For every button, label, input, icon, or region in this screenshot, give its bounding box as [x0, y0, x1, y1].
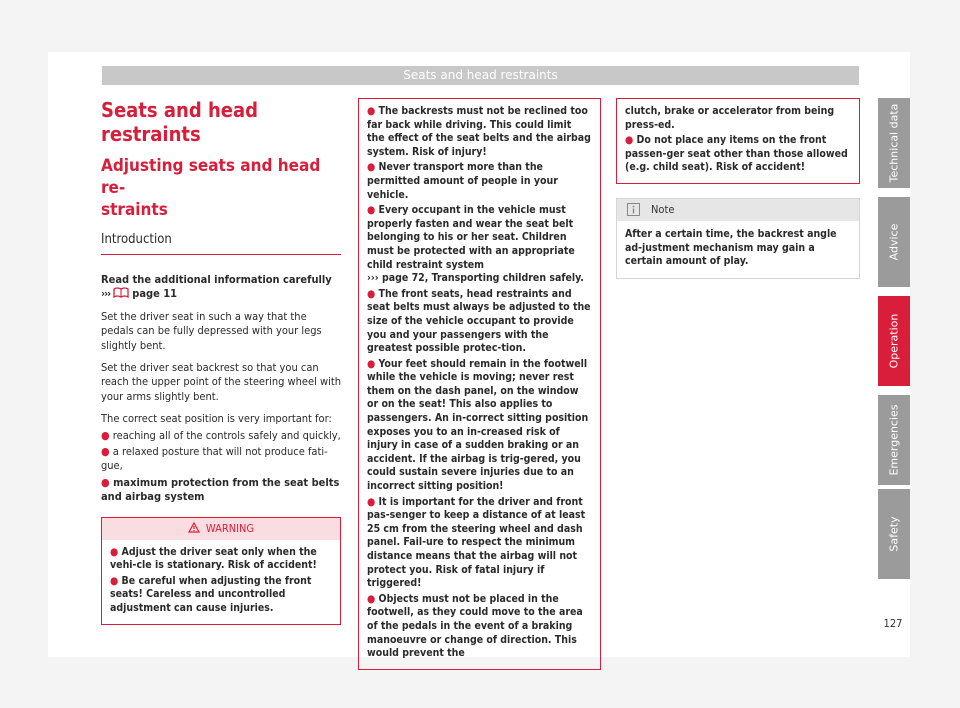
page-reference[interactable] — [367, 272, 580, 284]
warning-item — [367, 593, 592, 661]
warning-item-text: Objects must not be placed in the footwell, as they could move to the area of the pedals in the event of a braking manoeuvre or change of direction. This would prevent the — [367, 592, 583, 660]
warning-body — [359, 99, 600, 669]
column-middle — [358, 98, 601, 670]
list-item — [101, 476, 341, 505]
tab-emergencies[interactable] — [878, 395, 910, 485]
bullet-icon: ● — [101, 475, 110, 489]
warning-item-text: Never transport more than the permitted amount of people in your vehicle. — [367, 161, 558, 201]
bullet-icon: ● — [110, 545, 119, 558]
note-body — [617, 221, 859, 278]
warning-item — [110, 575, 332, 616]
warning-box-continued — [358, 98, 601, 670]
bullet-icon: ● — [101, 428, 110, 442]
bullet-icon: ● — [101, 445, 110, 459]
ref-page: page 11 — [132, 287, 178, 301]
bullet-icon: ● — [367, 287, 376, 300]
page-reference[interactable] — [101, 287, 177, 300]
warning-item — [367, 105, 592, 159]
tab-advice[interactable] — [878, 197, 910, 287]
warning-item-text: Your feet should remain in the footwell while the vehicle is moving; never rest them on the dash panel, on the window or on the seat! This also applies to passengers. An in-correct sitting position exposes you to an in-creased risk of injury in case of a sudden braking or an accident. If the airbag is trig-gered, you could sustain severe injuries due to an incorrect sitting position! — [367, 357, 589, 493]
bullet-icon: ● — [367, 592, 376, 605]
ref-text: page 72, Transporting children safely — [381, 272, 581, 285]
subsection-title-line1: Adjusting seats and head re- — [101, 156, 321, 198]
bullet-icon: ● — [110, 574, 119, 587]
warning-item — [367, 161, 592, 202]
page-number: 127 — [883, 617, 903, 630]
warning-item-text: The backrests must not be reclined too far back while driving. This could limit the effect of the seat belts and the airbag system. Risk of injury! — [367, 105, 591, 158]
warning-box-continued — [616, 98, 860, 184]
ref-end: . — [580, 272, 584, 285]
warning-title: WARNING — [205, 521, 255, 535]
warning-item-text: Be careful when adjusting the front seats! Careless and uncontrolled adjustment can cause injuries. — [110, 574, 312, 615]
info-icon — [627, 203, 640, 216]
subsection-title-line2: straints — [101, 200, 168, 220]
warning-item-text: The front seats, head restraints and seat belts must always be adjusted to the size of the vehicle occupant to provide you and your passengers with the greatest possible protec-tion. — [367, 287, 591, 355]
warning-body — [102, 540, 340, 624]
bullet-icon: ● — [367, 357, 376, 370]
warning-item-text: It is important for the driver and front pas-senger to keep a distance of at least 25 cm from the steering wheel and dash panel. Fail-ure to respect the minimum distance means that the airbag will not protect you. Risk of fatal injury if triggered! — [367, 495, 586, 590]
warning-item-text: Do not place any items on the front passen-ger seat other than those allowed (e.g. child seat). Risk of accident! — [625, 134, 848, 174]
column-right — [616, 98, 860, 279]
list-item-text: maximum protection from the seat belts and airbag system — [101, 475, 340, 504]
bullet-icon: ● — [625, 134, 634, 147]
tab-label: Operation — [887, 313, 901, 369]
bullet-icon: ● — [367, 161, 376, 174]
bullet-icon: ● — [367, 495, 376, 508]
warning-item-text: Adjust the driver seat only when the vehi-cle is stationary. Risk of accident! — [110, 545, 317, 572]
heading-rule — [101, 254, 341, 255]
list-item-text: a relaxed posture that will not produce fati-gue, — [101, 445, 328, 473]
book-icon — [113, 287, 129, 298]
note-header — [617, 199, 859, 221]
topic-heading: Introduction — [101, 232, 172, 247]
ref-arrows: ››› — [367, 272, 379, 285]
warning-item — [110, 546, 332, 573]
note-title: Note — [651, 202, 675, 216]
warning-box — [101, 517, 341, 625]
bullet-icon: ● — [367, 105, 376, 117]
warning-item-text: Every occupant in the vehicle must properly fasten and wear the seat belt belonging to his or her seat. Children must be protected with an appropriate child restraint system — [367, 204, 575, 271]
paragraph-3: The correct seat position is very important for: — [101, 412, 332, 426]
note-box — [616, 198, 860, 279]
warning-item-continued: clutch, brake or accelerator from being press-ed. — [625, 105, 835, 131]
warning-item — [367, 288, 592, 356]
paragraph-2: Set the driver seat backrest so that you can reach the upper point of the steering wheel with your arms slightly bent. — [101, 361, 341, 403]
column-left — [101, 98, 341, 625]
paragraph-1: Set the driver seat in such a way that the pedals can be fully depressed with your legs slightly bent. — [101, 309, 322, 352]
warning-header — [102, 518, 340, 540]
ref-arrows: ››› — [101, 287, 111, 301]
tab-safety[interactable] — [878, 489, 910, 579]
warning-item — [367, 204, 592, 286]
tab-operation[interactable] — [878, 296, 910, 386]
intro-bold: Read the additional information carefully — [101, 273, 332, 286]
list-item — [101, 445, 341, 474]
tab-technical-data[interactable] — [878, 98, 910, 188]
list-item-text: reaching all of the controls safely and quickly, — [112, 428, 341, 442]
tab-label: Advice — [887, 223, 901, 261]
warning-body — [617, 99, 859, 183]
running-header: Seats and head restraints — [102, 66, 859, 85]
list-item — [101, 429, 341, 443]
warning-item — [367, 496, 592, 591]
note-text: After a certain time, the backrest angle ad-justment mechanism may gain a certain amount of play. — [625, 227, 837, 268]
tab-label: Emergencies — [887, 404, 901, 476]
subsection-title — [101, 155, 341, 221]
warning-item — [625, 134, 851, 175]
warning-item — [367, 358, 592, 494]
tab-label: Technical data — [887, 103, 901, 183]
warning-triangle-icon — [188, 522, 200, 533]
section-title: Seats and head restraints — [101, 98, 259, 146]
intro-paragraph — [101, 273, 341, 302]
tab-label: Safety — [887, 516, 901, 552]
bullet-icon: ● — [367, 204, 376, 217]
